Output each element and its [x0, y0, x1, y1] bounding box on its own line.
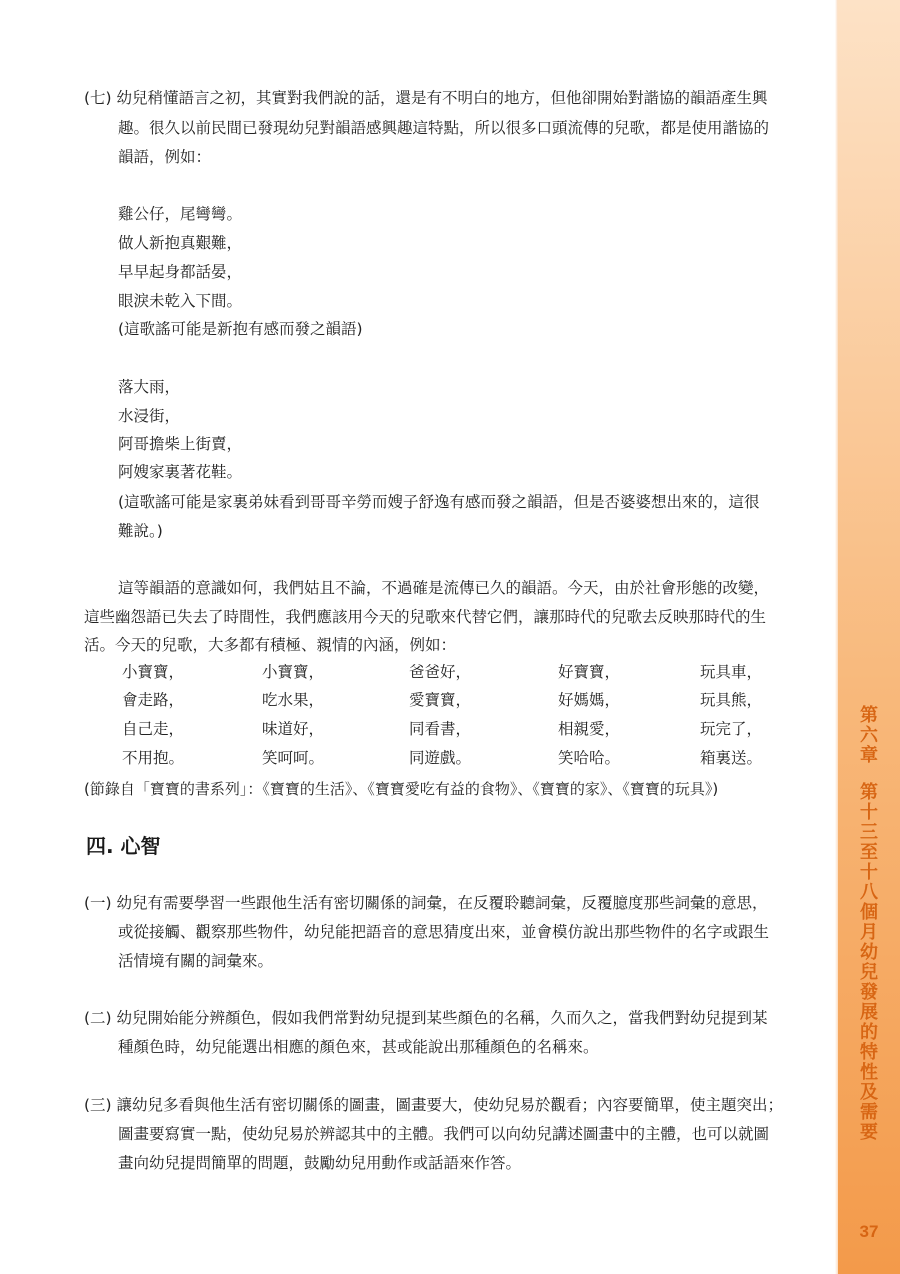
song-line: 好寶寶， [558, 663, 621, 681]
item-line: (三) 讓幼兒多看與他生活有密切關係的圖畫，圖畫要大，使幼兒易於觀看；內容要簡單，使主題突出； [84, 1096, 784, 1114]
title-char: 特 [860, 1042, 878, 1063]
song-line: 吃水果， [262, 691, 325, 709]
rhyme-line: 水浸街， [118, 407, 181, 425]
song-line: 會走路， [122, 691, 185, 709]
chapter-title [838, 783, 900, 1143]
chapter-char: 第 [860, 705, 878, 726]
paragraph-line: 這些幽怨語已失去了時間性，我們應該用今天的兒歌來代替它們，讓那時代的兒歌去反映那時代的生 [84, 608, 767, 626]
song-line: 好媽媽， [558, 691, 621, 709]
title-char: 至 [860, 842, 878, 863]
title-char: 兒 [860, 962, 878, 983]
rhyme-line: 阿哥擔柴上街賣， [118, 435, 243, 453]
chapter-char: 六 [860, 725, 878, 746]
title-char: 性 [860, 1062, 878, 1083]
song-line: 笑哈哈。 [558, 749, 621, 767]
chapter-char: 章 [860, 745, 878, 766]
title-char: 八 [860, 882, 878, 903]
title-char: 月 [860, 922, 878, 943]
paragraph-line: 活。今天的兒歌，大多都有積極、親情的內涵，例如： [84, 636, 457, 654]
item-line: 圖畫要寫實一點，使幼兒易於辨認其中的主體。我們可以向幼兒講述圖畫中的主體，也可以就圖 [118, 1125, 770, 1143]
title-char: 個 [860, 902, 878, 923]
rhyme-note: (這歌謠可能是新抱有感而發之韻語) [118, 320, 363, 338]
song-line: 笑呵呵。 [262, 749, 325, 767]
title-char: 要 [860, 1122, 878, 1143]
rhyme-line: 雞公仔，尾彎彎。 [118, 205, 243, 223]
song-line: 玩完了， [700, 720, 763, 738]
rhyme-line: 眼淚未乾入下間。 [118, 292, 243, 310]
song-line: 自己走， [122, 720, 185, 738]
title-char: 幼 [860, 942, 878, 963]
chapter-sidebar [838, 0, 900, 1274]
song-line: 不用抱。 [122, 749, 185, 767]
title-char: 發 [860, 982, 878, 1003]
song-line: 味道好， [262, 720, 325, 738]
rhyme-note: 難說。) [118, 522, 163, 540]
source-note: (節錄自「寶寶的書系列」：《寶寶的生活》、《寶寶愛吃有益的食物》、《寶寶的家》、《寶寶的玩具》) [84, 780, 719, 798]
title-char: 第 [860, 782, 878, 803]
section-heading: 四. 心智 [86, 834, 161, 858]
song-line: 玩具車， [700, 663, 763, 681]
rhyme-note: (這歌謠可能是家裏弟妹看到哥哥辛勞而嫂子舒逸有感而發之韻語，但是否婆婆想出來的，這很 [118, 493, 760, 511]
song-line: 愛寶寶， [409, 691, 472, 709]
section-7-line: 韻語，例如： [118, 148, 212, 166]
title-char: 三 [860, 822, 878, 843]
rhyme-line: 早早起身都話晏， [118, 263, 243, 281]
item-line: 或從接觸、觀察那些物件，幼兒能把語音的意思猜度出來，並會模仿說出那些物件的名字或跟生 [118, 923, 770, 941]
title-char: 十 [860, 802, 878, 823]
song-line: 小寶寶， [262, 663, 325, 681]
rhyme-line: 做人新抱真艱難， [118, 234, 243, 252]
item-line: 活情境有關的詞彙來。 [118, 952, 274, 970]
title-char: 十 [860, 862, 878, 883]
item-line: 種顏色時，幼兒能選出相應的顏色來，甚或能說出那種顏色的名稱來。 [118, 1038, 599, 1056]
title-char: 需 [860, 1102, 878, 1123]
item-line: (二) 幼兒開始能分辨顏色，假如我們常對幼兒提到某些顏色的名稱，久而久之，當我們對幼兒提到某 [84, 1009, 768, 1027]
title-char: 展 [860, 1002, 878, 1023]
rhyme-line: 阿嫂家裏著花鞋。 [118, 463, 243, 481]
section-7-line: (七) 幼兒稍懂語言之初，其實對我們說的話，還是有不明白的地方，但他卻開始對諧協的韻語產生興 [84, 89, 768, 107]
page-number: 37 [859, 1222, 879, 1241]
song-line: 相親愛， [558, 720, 621, 738]
section-7-line: 趣。很久以前民間已發現幼兒對韻語感興趣這特點，所以很多口頭流傳的兒歌，都是使用諧協的 [118, 119, 770, 137]
song-line: 玩具熊， [700, 691, 763, 709]
song-line: 箱裏送。 [700, 749, 763, 767]
title-char: 及 [860, 1082, 878, 1103]
item-line: (一) 幼兒有需要學習一些跟他生活有密切關係的詞彙，在反覆聆聽詞彙，反覆臆度那些詞彙的意思， [84, 894, 768, 912]
song-line: 爸爸好， [409, 663, 472, 681]
song-line: 同看書， [409, 720, 472, 738]
song-line: 同遊戲。 [409, 749, 472, 767]
paragraph-line: 這等韻語的意識如何，我們姑且不論，不過確是流傳已久的韻語。今天，由於社會形態的改變， [118, 579, 770, 597]
song-line: 小寶寶， [122, 663, 185, 681]
item-line: 畫向幼兒提問簡單的問題，鼓勵幼兒用動作或話語來作答。 [118, 1154, 522, 1172]
rhyme-line: 落大雨， [118, 378, 181, 396]
title-char: 的 [860, 1022, 878, 1043]
chapter-label [838, 706, 900, 766]
